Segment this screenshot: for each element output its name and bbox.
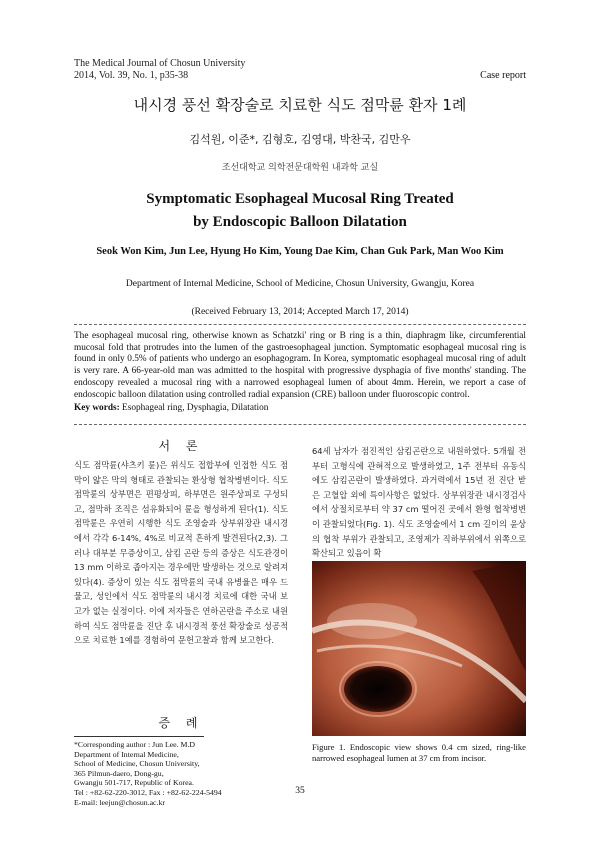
korean-title: 내시경 풍선 확장술로 치료한 식도 점막륜 환자 1례 xyxy=(133,96,467,114)
korean-authors: 김석원, 이준*, 김형호, 김영대, 박찬국, 김만우 xyxy=(189,133,411,146)
page-number: 35 xyxy=(295,786,305,796)
article-type: Case report xyxy=(480,70,526,81)
english-title-line2: by Endoscopic Balloon Dilatation xyxy=(193,214,407,230)
footnote-line: *Corresponding author : Jun Lee. M.D xyxy=(74,740,196,749)
korean-affiliation: 조선대학교 의학전문대학원 내과학 교실 xyxy=(221,163,379,173)
case-heading: 증 례 xyxy=(158,716,204,730)
intro-heading: 서 론 xyxy=(158,439,204,453)
divider-bottom xyxy=(74,424,526,425)
journal-volume: 2014, Vol. 39, No. 1, p35-38 xyxy=(74,70,189,81)
abstract: The esophageal mucosal ring, otherwise known as Schatzki' ring or B ring is a thin, diaphragm like, circumferential mucosal fold that protrudes into the lumen of the gastroesophageal junction. Symptomatic esophageal mucosal ring is found in only 0.5% of patients who undergo an esophagogram. In Korea, symptomatic esophageal mucosal ring of adult is very rare. A 66-year-old man was admitted to the hospital with progressive dysphagia of five months' standing. The endoscopy revealed a mucosal ring with a narrowed esophageal lumen of about 4mm. Herein, we report a case of endoscopic balloon dilatation using controlled radial expansion (CRE) balloon under fluoroscopic control. xyxy=(74,331,526,400)
journal-name: The Medical Journal of Chosun University xyxy=(74,58,246,69)
footnote-line: 365 Pilmun-daero, Dong-gu, xyxy=(74,768,164,778)
english-title xyxy=(0,188,600,234)
english-title-line1: Symptomatic Esophageal Mucosal Ring Treated xyxy=(146,191,454,207)
figure-caption: Figure 1. Endoscopic view shows 0.4 cm sized, ring-like narrowed esophageal lumen at 37 cm from incisor. xyxy=(312,742,526,763)
footnote-line: Department of Internal Medicine, xyxy=(74,749,179,759)
footnote-line: Tel : +82-62-220-3012, Fax : +82-62-224-5494 xyxy=(74,787,222,797)
footnote-email: E-mail: leejun@chosun.ac.kr xyxy=(74,797,165,807)
divider-top xyxy=(74,324,526,325)
endoscopic-image xyxy=(312,561,526,736)
keywords-label: Key words: xyxy=(74,403,120,413)
footnote xyxy=(74,740,288,807)
case-text: 64세 남자가 점진적인 삼킴곤란으로 내원하였다. 5개월 전부터 고형식에 관혀적으로 발생하였고, 1주 전부터 유동식에도 삼킴곤란이 발생하였다. 과거력에서 15년 전 진단 받은 고혈압 외에 특이사항은 없었다. 상부위장관 내시경검사에서 상절치로부터 약 37 cm 떨어진 곳에서 환형 협착병변이 관찰되었다(Fig. 1). 식도 조영술에서 1 cm 길이의 윤상의 협착 부위가 관찰되고, 조영제가 직하부위에서 위쪽으로 확산되고 있음이 확 xyxy=(312,446,526,559)
footnote-line: Gwangju 501-717, Republic of Korea. xyxy=(74,778,194,788)
keywords xyxy=(74,403,268,413)
received-dates: (Received February 13, 2014; Accepted March 17, 2014) xyxy=(191,307,409,317)
keywords-text: Esophageal ring, Dysphagia, Dilatation xyxy=(122,403,269,413)
footnote-rule xyxy=(74,736,204,737)
footnote-line: School of Medicine, Chosun University, xyxy=(74,759,200,769)
intro-text: 식도 점막륜(샤츠키 륜)은 위식도 접합부에 인접한 식도 점막이 얇은 막의 형태로 관찰되는 환상형 협착병변이다. 식도 점막륜의 상부면은 편평상피, 하부면은 원주상피로 구성되고, 점막하 조직은 섬유화되어 륜을 형성하게 된다(1). 식도 점막륜은 우연히 시행한 식도 조영술과 상부위장관 내시경에서 각각 6-14%, 4%로 비교적 흔하게 발견된다(2,3). 그러나 대부분 무증상이고, 삼킴 곤란 등의 증상은 식도관경이 13 mm 이하로 좁아지는 경우에만 발생하는 것으로 알려져 있다(4). 증상이 있는 식도 점막륜의 국내 유병율은 매우 드물고, 성인에서 식도 점막륜의 내시경 치료에 대한 국내 보고가 없는 실정이다. 이에 저자들은 연하곤란을 주소로 내원하여 식도 점막륜을 진단 후 내시경적 풍선 확장술로 성공적으로 치료한 1예를 경험하여 문헌고찰과 함께 보고한다. xyxy=(74,460,288,646)
english-authors: Seok Won Kim, Jun Lee, Hyung Ho Kim, Young Dae Kim, Chan Guk Park, Man Woo Kim xyxy=(96,246,504,257)
english-affiliation: Department of Internal Medicine, School of Medicine, Chosun University, Gwangju, Korea xyxy=(125,279,475,289)
